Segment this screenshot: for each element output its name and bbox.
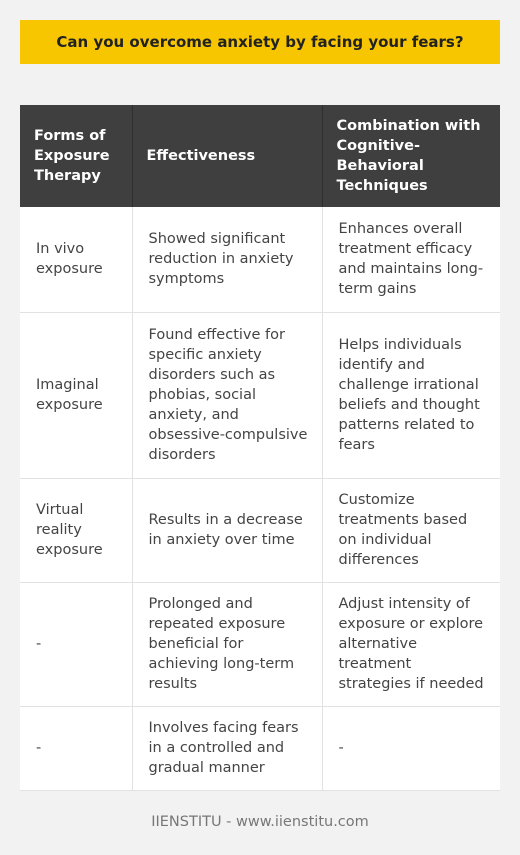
table-cell: Showed significant reduction in anxiety symptoms [132,207,322,312]
table-row [20,207,500,312]
table-cell: - [322,706,500,790]
column-header-effectiveness: Effectiveness [132,105,322,207]
table-row [20,706,500,790]
table-cell: Customize treatments based on individual differences [322,478,500,582]
table-cell: Imaginal exposure [20,312,132,478]
table-row [20,478,500,582]
table-cell: Adjust intensity of exposure or explore alternative treatment strategies if needed [322,582,500,706]
table-row [20,582,500,706]
table-cell: Helps individuals identify and challenge irrational beliefs and thought patterns related to fears [322,312,500,478]
table-cell: Involves facing fears in a controlled and gradual manner [132,706,322,790]
table-cell: Results in a decrease in anxiety over time [132,478,322,582]
table-cell: In vivo exposure [20,207,132,312]
page-title: Can you overcome anxiety by facing your fears? [20,20,500,64]
column-header-cbt-combination: Combination with Cognitive-Behavioral Techniques [322,105,500,207]
table-cell: Found effective for specific anxiety disorders such as phobias, social anxiety, and obsessive-compulsive disorders [132,312,322,478]
column-header-forms: Forms of Exposure Therapy [20,105,132,207]
table-cell: - [20,582,132,706]
table-cell: Prolonged and repeated exposure beneficial for achieving long-term results [132,582,322,706]
table-cell: Enhances overall treatment efficacy and maintains long-term gains [322,207,500,312]
table-row [20,312,500,478]
table-header-row [20,105,500,207]
table-cell: Virtual reality exposure [20,478,132,582]
exposure-therapy-table [20,105,500,791]
footer-source: IIENSTITU - www.iienstitu.com [151,814,369,830]
table-cell: - [20,706,132,790]
